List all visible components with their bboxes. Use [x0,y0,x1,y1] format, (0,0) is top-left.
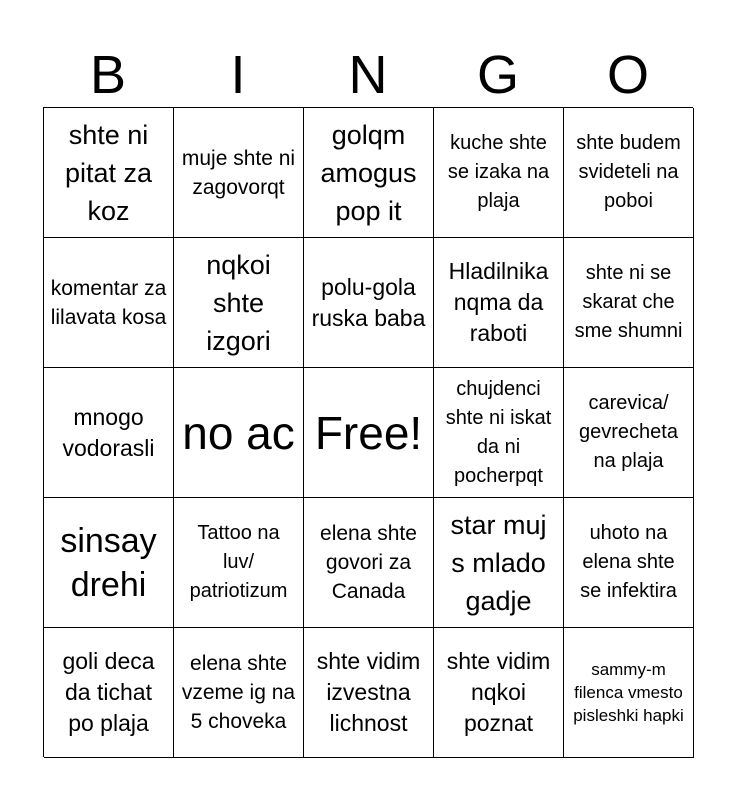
header-letter-o: O [606,45,649,105]
bingo-cell[interactable] [304,498,434,628]
bingo-board [43,107,693,757]
cell-text: carevica/ gevrecheta na plaja [579,392,678,472]
cell-text: chujdenci shte ni iskat da ni pocherpqt [445,377,552,487]
cell-text: kuche shte se izaka na plaja [447,132,550,212]
bingo-cell[interactable] [44,498,174,628]
cell-text: nqkoi shte izgori [206,249,271,356]
cell-text: Tattoo na luv/ patriotizum [189,522,288,602]
bingo-cell[interactable] [174,368,304,498]
cell-text: sinsay drehi [60,521,157,604]
cell-text: shte ni se skarat che sme shumni [574,262,683,342]
bingo-cell[interactable] [174,498,304,628]
cell-text: elena shte govori za Canada [320,522,417,603]
bingo-cell[interactable] [564,368,694,498]
bingo-cell[interactable] [434,498,564,628]
cell-text: polu-gola ruska baba [311,273,426,331]
cell-text: sammy-m filenca vmesto pisleshki hapki [573,660,684,725]
bingo-cell[interactable] [304,238,434,368]
free-cell[interactable] [304,368,434,498]
bingo-cell[interactable] [564,238,694,368]
bingo-cell[interactable] [44,108,174,238]
cell-text: star muj s mlado gadje [450,509,547,616]
cell-text: komentar za lilavata kosa [50,276,167,329]
bingo-cell[interactable] [44,628,174,758]
bingo-cell[interactable] [304,108,434,238]
bingo-cell[interactable] [174,238,304,368]
header-letter-g: G [476,45,519,105]
cell-text: shte vidim izvestna lichnost [316,648,421,736]
bingo-header [43,42,693,108]
cell-text: Free! [314,406,423,459]
bingo-cell[interactable] [434,108,564,238]
cell-text: uhoto na elena shte se infektira [580,522,677,602]
cell-text: golqm amogus pop it [320,119,417,226]
header-letter-n: N [348,45,388,105]
cell-text: shte budem svideteli na poboi [576,132,681,212]
bingo-cell[interactable] [564,628,694,758]
cell-text: muje shte ni zagovorqt [181,146,296,199]
bingo-cell[interactable] [434,238,564,368]
cell-text: goli deca da tichat po plaja [62,648,155,736]
cell-text: mnogo vodorasli [62,403,155,461]
bingo-cell[interactable] [304,628,434,758]
header-letter-b: B [89,45,127,105]
cell-text: shte ni pitat za koz [64,119,153,226]
cell-text: no ac [182,406,295,459]
cell-text: shte vidim nqkoi poznat [446,648,551,736]
bingo-cell[interactable] [174,628,304,758]
header-letter-i: I [230,45,246,105]
cell-text: elena shte vzeme ig na 5 choveka [181,652,296,733]
bingo-cell[interactable] [44,368,174,498]
bingo-cell[interactable] [44,238,174,368]
bingo-cell[interactable] [434,368,564,498]
cell-text: Hladilnika nqma da raboti [448,258,549,346]
bingo-cell[interactable] [564,498,694,628]
bingo-cell[interactable] [174,108,304,238]
bingo-cell[interactable] [564,108,694,238]
bingo-cell[interactable] [434,628,564,758]
